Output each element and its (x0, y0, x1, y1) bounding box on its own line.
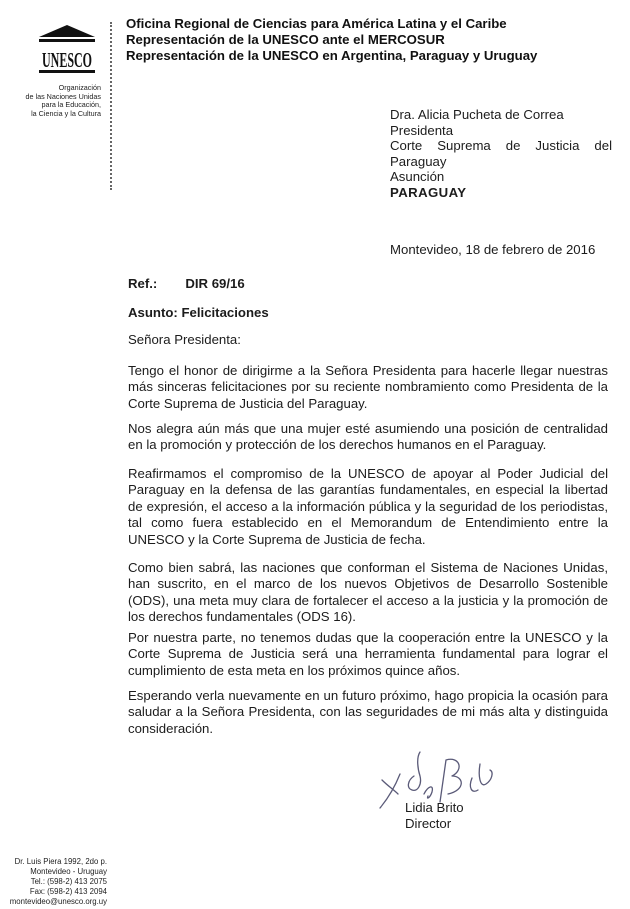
addressee-institution: Corte Suprema de Justicia del (390, 138, 612, 154)
address-footer (0, 857, 107, 907)
letterhead (126, 16, 537, 64)
footer-email[interactable]: montevideo@unesco.org.uy (9, 897, 107, 906)
letter-date: Montevideo, 18 de febrero de 2016 (390, 242, 596, 257)
addressee-name: Dra. Alicia Pucheta de Correa (390, 107, 564, 122)
footer-line: Fax: (598-2) 413 2094 (29, 887, 107, 896)
body-paragraph: Tengo el honor de dirigirme a la Señora Presidenta para hacerle llegar nuestras más sinceras felicitaciones por su reciente nombramiento como Presidenta de la Corte Suprema de Justicia del Paraguay. (128, 363, 608, 411)
org-caption-line: para la Educación, (41, 100, 101, 110)
letterhead-line: Representación de la UNESCO en Argentina, Paraguay y Uruguay (126, 48, 538, 63)
letterhead-line: Representación de la UNESCO ante el MERCOSUR (126, 32, 445, 47)
addressee-title: Presidenta (390, 122, 454, 138)
footer-line: Dr. Luis Piera 1992, 2do p. (14, 857, 107, 866)
letterhead-line: Oficina Regional de Ciencias para América Latina y el Caribe (126, 16, 507, 31)
signer-name: Lidia Brito (405, 800, 464, 815)
reference-label: Ref.: (128, 276, 158, 291)
footer-line: Montevideo - Uruguay (30, 867, 107, 876)
body-paragraph: Nos alegra aún más que una mujer esté asumiendo una posición de centralidad en la promoción y protección de los derechos humanos en el Paraguay. (128, 421, 608, 453)
addressee-institution-cont: Paraguay (390, 153, 447, 169)
body-paragraph: Esperando verla nuevamente en un futuro próximo, hago propicia la ocasión para saludar a la Señora Presidenta, con las seguridades de mi más alta y distinguida consideración. (128, 688, 608, 736)
body-paragraph: Reafirmamos el compromiso de la UNESCO de apoyar al Poder Judicial del Paraguay en la defensa de las garantías fundamentales, en especial la libertad de expresión, el acceso a la información pública y la seguridad de los periodistas, tal como fuera establecido en el Memorandum de Entendimiento entre la UNESCO y la Corte Suprema de Justicia de fecha. (128, 466, 608, 547)
unesco-logo (36, 24, 98, 76)
reference-value: DIR 69/16 (185, 276, 245, 291)
reference-line (128, 276, 245, 291)
dotted-divider (110, 22, 112, 190)
salutation: Señora Presidenta: (128, 332, 241, 347)
org-caption (0, 84, 101, 118)
org-caption-line: de las Naciones Unidas (25, 91, 101, 101)
unesco-logo-text: UNESCO (42, 48, 92, 72)
body-paragraph: Por nuestra parte, no tenemos dudas que la cooperación entre la UNESCO y la Corte Suprema de Justicia será una herramienta fundamental para lograr el cumplimiento de esta meta en los próximos quince años. (128, 630, 608, 678)
subject-line: Asunto: Felicitaciones (128, 305, 269, 320)
addressee-country: PARAGUAY (390, 184, 467, 200)
org-caption-line: la Ciencia y la Cultura (31, 108, 101, 118)
body-paragraph: Como bien sabrá, las naciones que conforman el Sistema de Naciones Unidas, han suscrito, en el marco de los nuevos Objetivos de Desarrollo Sostenible (ODS), una meta muy clara de fortalecer el acceso a la justicia y la promoción de los derechos fundamentales (ODS 16). (128, 560, 608, 625)
footer-line: Tel.: (598-2) 413 2075 (30, 877, 107, 886)
addressee-block (390, 107, 612, 201)
addressee-city: Asunción (390, 169, 445, 185)
org-caption-line: Organización (58, 83, 101, 92)
signer-block (405, 800, 464, 833)
signer-title: Director (405, 816, 452, 832)
